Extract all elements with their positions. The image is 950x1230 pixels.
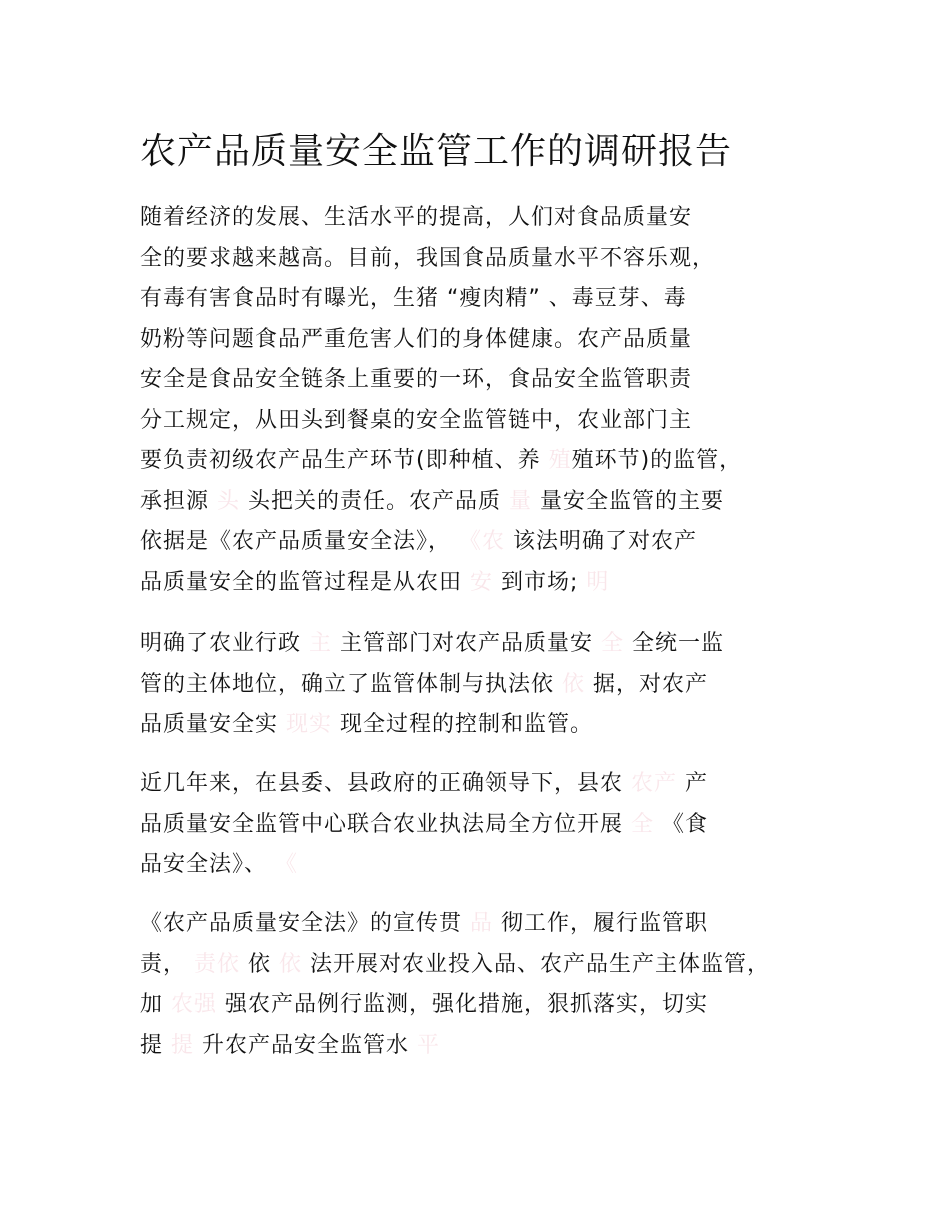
body-text: 彻工作，履行监管职 — [493, 911, 709, 936]
watermark-text: 全 — [631, 811, 655, 837]
body-text: 殖环节)的监管， — [571, 448, 743, 473]
text-line — [140, 624, 724, 665]
body-text: 升农产品安全监管水 — [194, 1032, 418, 1058]
body-text: 随着经济的发展、生活水平的提高，人们对食品质量安 — [140, 205, 693, 230]
body-text: 有毒有害食品时有曝光，生猪 “瘦肉精” 、毒豆芽、毒 — [140, 286, 687, 311]
text-line — [140, 279, 742, 320]
body-text: 奶粉等问题食品严重危害人们的身体健康。农产品质量 — [140, 326, 693, 352]
text-line — [140, 1026, 770, 1067]
watermark-text: 平 — [417, 1032, 441, 1058]
watermark-text: 主 — [309, 631, 333, 656]
text-line — [140, 764, 708, 805]
text-line — [140, 522, 742, 563]
body-text: 产 — [677, 771, 709, 796]
text-line — [140, 401, 742, 442]
text-line — [140, 239, 742, 280]
text-line — [140, 665, 724, 706]
body-text: 提 — [140, 1032, 171, 1058]
watermark-text: 量 — [509, 488, 533, 514]
body-text: 法开展对农业投入品、农产品生产主体监管， — [302, 951, 771, 977]
watermark-text: 头 — [217, 488, 241, 514]
text-line — [140, 360, 742, 401]
watermark-text: 依 — [562, 671, 586, 697]
watermark-text: 提 — [171, 1032, 195, 1058]
body-text: 头把关的责任。农产品质 — [240, 488, 510, 514]
body-text: 分工规定，从田头到餐桌的安全监管链中，农业部门主 — [140, 407, 693, 433]
body-text: 品质量安全实 — [140, 712, 286, 737]
body-text: 管的主体地位，确立了监管体制与执法依 — [140, 671, 562, 697]
watermark-text: 安 — [470, 569, 494, 595]
watermark-text: 明 — [586, 569, 610, 595]
body-text: 《食 — [654, 811, 709, 837]
watermark-text: 现实 — [286, 712, 333, 737]
watermark-text: 殖 — [548, 448, 572, 473]
watermark-text: 品 — [470, 911, 494, 936]
body-text: 要负责初级农产品生产环节(即种植、养 — [140, 448, 549, 473]
text-line — [140, 705, 724, 746]
body-text: 品质量安全的监管过程是从农田 — [140, 569, 470, 595]
text-line — [140, 198, 742, 239]
body-text: 现全过程的控制和监管。 — [332, 712, 594, 737]
paragraph-2 — [140, 624, 724, 746]
body-text: 主管部门对农产品质量安 — [332, 631, 602, 656]
text-line — [140, 945, 770, 986]
paragraph-3 — [140, 764, 708, 886]
body-text: 《农产品质量安全法》的宣传贯 — [140, 911, 470, 936]
body-text: 强农产品例行监测，强化措施，狠抓落实，切实 — [217, 992, 709, 1017]
text-line — [140, 441, 742, 482]
watermark-text: 农强 — [171, 992, 218, 1017]
body-text: 量安全监管的主要 — [532, 488, 725, 514]
body-text: 依 — [240, 951, 280, 977]
body-text: 品质量安全监管中心联合农业执法局全方位开展 — [140, 811, 631, 837]
body-text: 近几年来，在县委、县政府的正确领导下，县农 — [140, 771, 631, 796]
watermark-text: 依 — [279, 951, 303, 977]
body-text: 安全是食品安全链条上重要的一环，食品安全监管职责 — [140, 367, 693, 392]
text-line — [140, 904, 770, 945]
watermark-text: 《 — [275, 852, 299, 877]
watermark-text: 全 — [601, 631, 625, 656]
body-text: 该法明确了对农产 — [505, 529, 698, 554]
paragraph-4 — [140, 904, 770, 1066]
paragraph-1 — [140, 198, 742, 603]
body-text: 明确了农业行政 — [140, 631, 309, 656]
document-title: 农产品质量安全监管工作的调研报告 — [140, 131, 733, 172]
body-text: 全统一监 — [624, 631, 725, 656]
body-text: 品安全法》、 — [140, 852, 275, 877]
body-text: 据，对农产 — [585, 671, 709, 697]
text-line — [140, 482, 742, 523]
text-line — [140, 320, 742, 361]
body-text: 依据是《农产品质量安全法》， — [140, 529, 459, 554]
watermark-text: 《农 — [459, 529, 506, 554]
text-line — [140, 845, 708, 886]
body-text: 责， — [140, 951, 194, 977]
watermark-text: 责依 — [194, 951, 241, 977]
watermark-text: 农产 — [631, 771, 678, 796]
text-line — [140, 805, 708, 846]
body-text: 承担源 — [140, 488, 217, 514]
text-line — [140, 563, 742, 604]
body-text: 加 — [140, 992, 171, 1017]
body-text: 到市场; — [493, 569, 587, 595]
body-text: 全的要求越来越高。目前，我国食品质量水平不容乐观， — [140, 245, 716, 271]
text-line — [140, 985, 770, 1026]
